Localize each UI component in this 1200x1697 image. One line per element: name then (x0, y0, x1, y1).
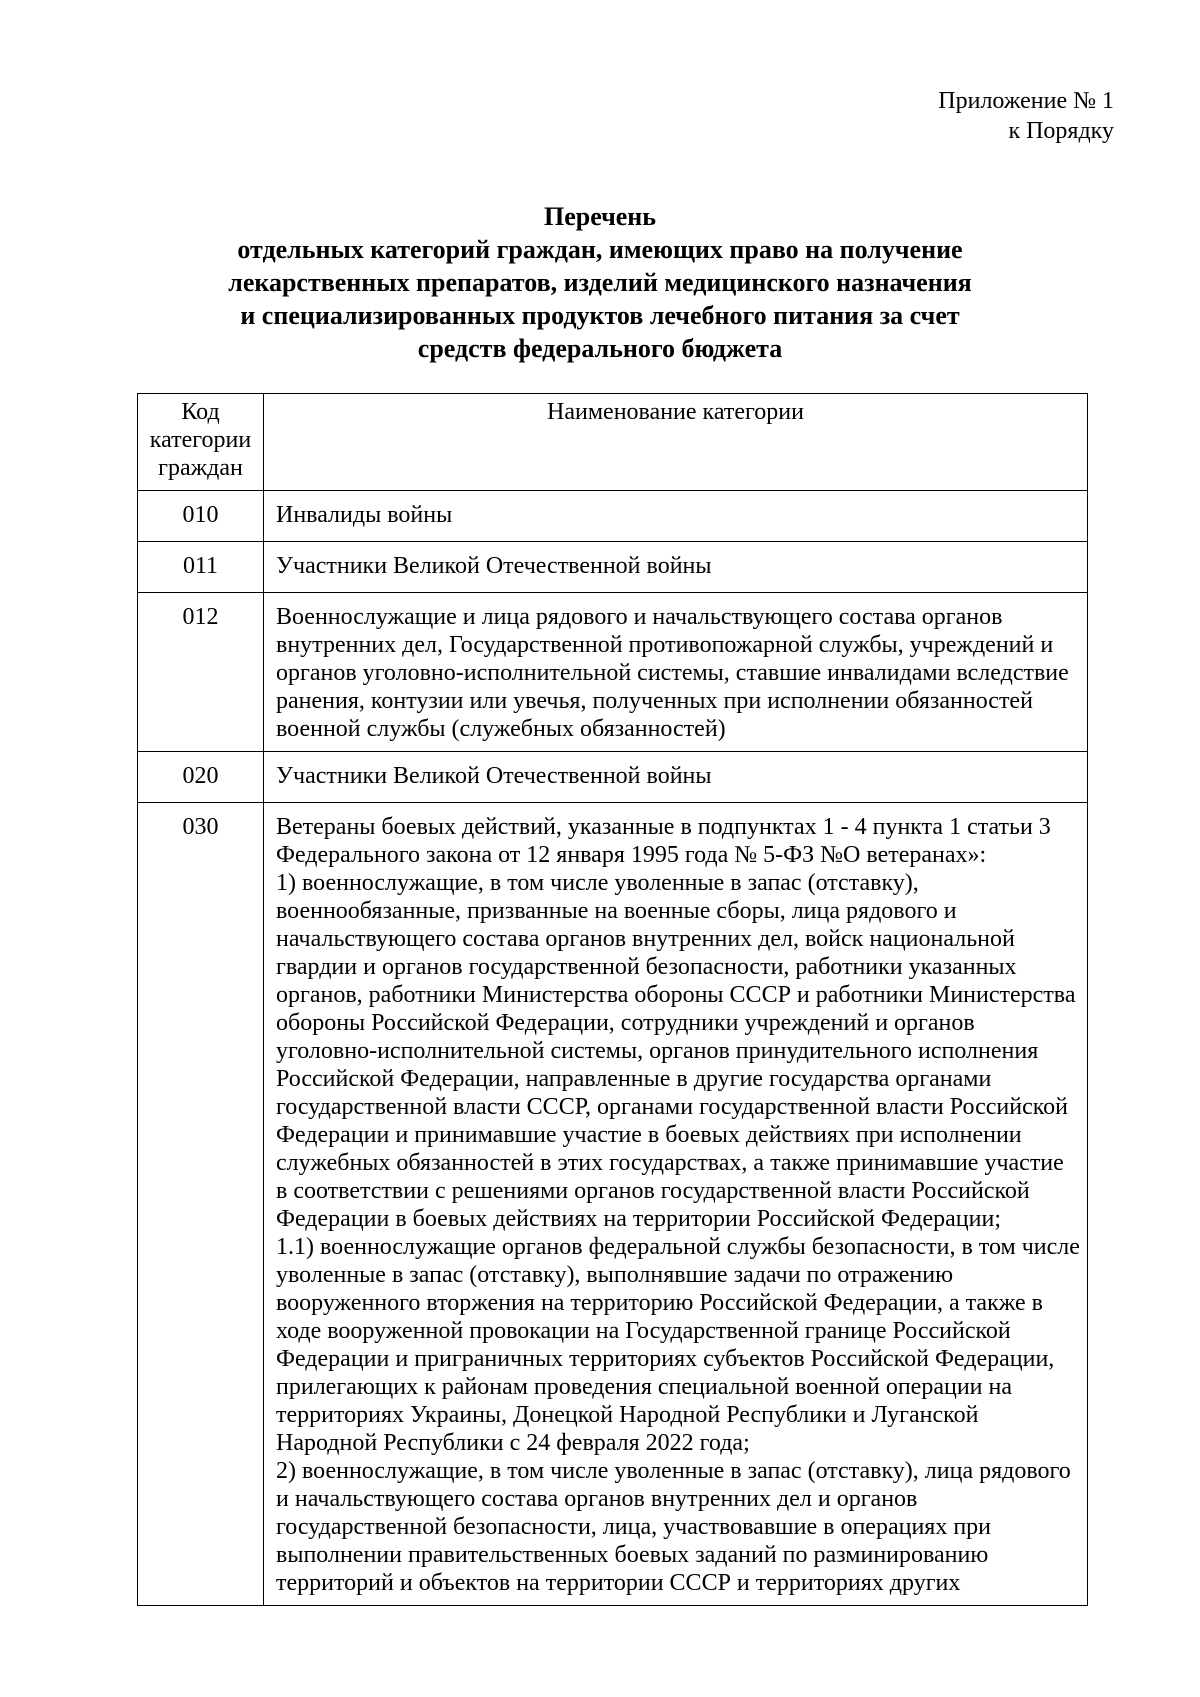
category-text-line: вооруженного вторжения на территорию Российской Федерации, а также в (276, 1290, 1043, 1316)
category-text-line: 1) военнослужащие, в том числе уволенные в запас (отставку), (276, 870, 919, 896)
annex-procedure: к Порядку (1008, 118, 1114, 144)
table-row (138, 542, 1088, 593)
category-text-line: прилегающих к районам проведения специальной военной операции на (276, 1374, 1012, 1400)
table-header-row (138, 394, 1088, 491)
category-text-line: Участники Великой Отечественной войны (276, 553, 712, 579)
category-text-line: и начальствующего состава органов внутренних дел и органов (276, 1486, 918, 1512)
category-text-line: Военнослужащие и лица рядового и начальствующего состава органов (276, 604, 1003, 630)
category-text-line: Федерации в боевых действиях на территории Российской Федерации; (276, 1206, 1001, 1232)
table-body (138, 491, 1088, 1606)
category-text-line: выполнении правительственных боевых заданий по разминированию (276, 1542, 989, 1568)
category-text-line: военной службы (служебных обязанностей) (276, 716, 726, 742)
category-text-line: начальствующего состава органов внутренних дел, войск национальной (276, 926, 1015, 952)
category-text-line: ранения, контузии или увечья, полученных при исполнении обязанностей (276, 688, 1033, 714)
category-code: 020 (138, 752, 264, 803)
category-name (264, 491, 1088, 542)
category-text-line: Федерации и приграничных территориях субъектов Российской Федерации, (276, 1346, 1055, 1372)
annex-number: Приложение № 1 (938, 88, 1114, 114)
category-name (264, 803, 1088, 1606)
category-text-line: Федерального закона от 12 января 1995 года № 5-ФЗ №О ветеранах»: (276, 842, 987, 868)
category-text-line: внутренних дел, Государственной противопожарной службы, учреждений и (276, 632, 1054, 658)
category-text-line: уголовно-исполнительной системы, органов принудительного исполнения (276, 1038, 1039, 1064)
header-line: граждан (158, 455, 243, 481)
category-text-line: территориях Украины, Донецкой Народной Республики и Луганской (276, 1402, 979, 1428)
category-text-line: 2) военнослужащие, в том числе уволенные в запас (отставку), лица рядового (276, 1458, 1071, 1484)
category-code: 010 (138, 491, 264, 542)
title-line: лекарственных препаратов, изделий медицинского назначения (228, 268, 972, 297)
annex-reference (938, 86, 1114, 146)
category-text-line: 1.1) военнослужащие органов федеральной службы безопасности, в том числе (276, 1234, 1080, 1260)
document-title (130, 200, 1070, 365)
title-line: и специализированных продуктов лечебного питания за счет (240, 301, 960, 330)
category-code: 030 (138, 803, 264, 1606)
table-row (138, 491, 1088, 542)
table-row (138, 803, 1088, 1606)
title-line: отдельных категорий граждан, имеющих право на получение (237, 235, 963, 264)
category-text-line: органов уголовно-исполнительной системы, ставшие инвалидами вследствие (276, 660, 1069, 686)
category-text-line: Инвалиды войны (276, 502, 453, 528)
category-name (264, 593, 1088, 752)
category-text-line: служебных обязанностей в этих государствах, а также принимавшие участие (276, 1150, 1064, 1176)
name-column-header: Наименование категории (264, 394, 1088, 491)
category-text-line: Федерации и принимавшие участие в боевых действиях при исполнении (276, 1122, 1022, 1148)
header-line: Код (181, 399, 220, 425)
table-row (138, 752, 1088, 803)
category-text-line: Участники Великой Отечественной войны (276, 763, 712, 789)
category-code: 012 (138, 593, 264, 752)
category-text-line: ходе вооруженной провокации на Государственной границе Российской (276, 1318, 1011, 1344)
title-line: средств федерального бюджета (417, 334, 783, 363)
category-text-line: в соответствии с решениями органов государственной власти Российской (276, 1178, 1030, 1204)
category-text-line: территорий и объектов на территории СССР и территориях других (276, 1570, 961, 1596)
category-text-line: обороны Российской Федерации, сотрудники учреждений и органов (276, 1010, 975, 1036)
category-text-line: военнообязанные, призванные на военные сборы, лица рядового и (276, 898, 957, 924)
category-text-line: Российской Федерации, направленные в другие государства органами (276, 1066, 992, 1092)
table-row (138, 593, 1088, 752)
category-text-line: государственной власти СССР, органами государственной власти Российской (276, 1094, 1069, 1120)
category-text-line: Ветераны боевых действий, указанные в подпунктах 1 - 4 пункта 1 статьи 3 (276, 814, 1051, 840)
header-line: категории (149, 427, 252, 453)
code-column-header (138, 394, 264, 491)
category-text-line: государственной безопасности, лица, участвовавшие в операциях при (276, 1514, 992, 1540)
category-text-line: гвардии и органов государственной безопасности, работники указанных (276, 954, 1017, 980)
category-name (264, 542, 1088, 593)
category-code: 011 (138, 542, 264, 593)
category-text-line: Народной Республики с 24 февраля 2022 года; (276, 1430, 750, 1456)
category-name (264, 752, 1088, 803)
category-text-line: уволенные в запас (отставку), выполнявшие задачи по отражению (276, 1262, 954, 1288)
categories-table (137, 393, 1088, 1606)
title-line: Перечень (543, 202, 657, 231)
category-text-line: органов, работники Министерства обороны СССР и работники Министерства (276, 982, 1076, 1008)
